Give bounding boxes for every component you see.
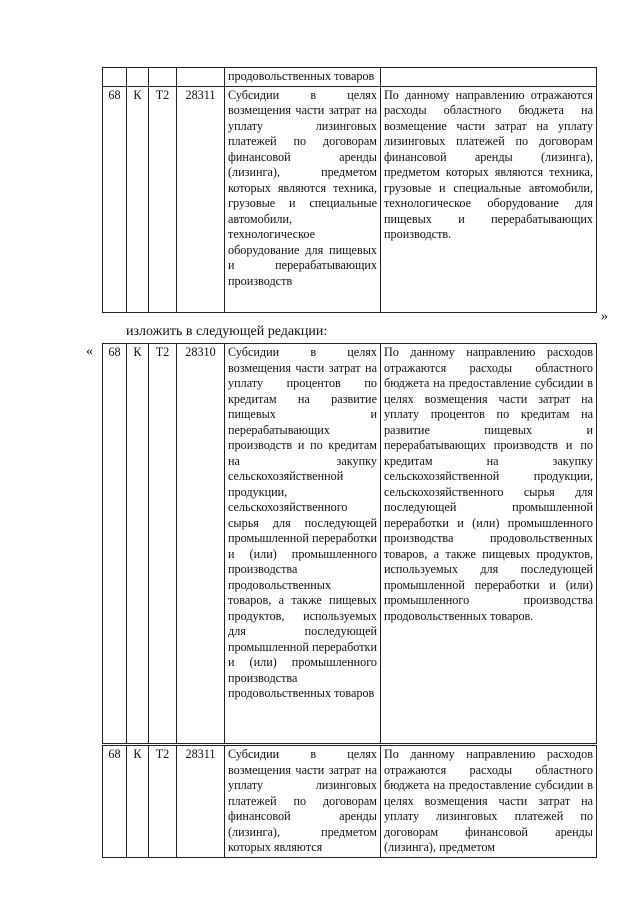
chapter-cell: 68 [103,86,127,312]
budget-table-new [102,343,597,744]
budget-table-current [102,67,597,313]
program-cell: К [127,86,149,312]
chapter-cell: 68 [103,344,127,744]
closing-quote: » [601,309,608,324]
table-row [103,68,597,87]
note-cell: По данному направлению отражаются расходы областного бюджета на возмещение части затрат на уплату лизинговых платежей по договорам финансовой аренды (лизинга), предметом которых являются техника, грузовые и специальные автомобили, технологическое оборудование для пищевых и перерабатывающих производств. [381,86,597,312]
description-cell: Субсидии в целях возмещения части затрат на уплату лизинговых платежей по договорам финансовой аренды (лизинга), предметом которых являются [225,746,381,858]
description-cell: Субсидии в целях возмещения части затрат на уплату процентов по кредитам на развитие пищевых и перерабатывающих производств и по кредитам на закупку сельскохозяйственной продукции, сельскохозяйственного сырья для последующей промышленной переработки и (или) промышленного производства продовольственных товаров, а также пищевых продуктов, используемых для последующей промышленной переработки и (или) промышленного производства продовольственных товаров [225,344,381,744]
note-cell: По данному направлению расходов отражаются расходы областного бюджета на предоставление субсидии в целях возмещения части затрат на уплату процентов по кредитам на развитие пищевых и перерабатывающих производств и по кредитам на закупку сельскохозяйственной продукции, сельскохозяйственного сырья для последующей промышленной переработки и (или) промышленного производства продовольственных товаров, а также пищевых продуктов, используемых для последующей промышленной переработки и (или) промышленного производства продовольственных товаров. [381,344,597,744]
note-cell: По данному направлению расходов отражаются расходы областного бюджета на предоставление субсидии в целях возмещения части затрат на уплату лизинговых платежей по договорам финансовой аренды (лизинга), предметом [381,746,597,858]
table-row [103,746,597,858]
opening-quote: « [86,344,93,359]
subprogram-cell: Т2 [149,344,177,744]
code-cell: 28311 [177,86,225,312]
program-cell: К [127,746,149,858]
table-row [103,344,597,744]
lead-text: изложить в следующей редакции: [126,324,328,339]
subprogram-cell: Т2 [149,746,177,858]
budget-table-new-continued [102,745,597,858]
subprogram-cell: Т2 [149,86,177,312]
program-cell: К [127,344,149,744]
code-cell: 28311 [177,746,225,858]
chapter-cell: 68 [103,746,127,858]
description-cell: Субсидии в целях возмещения части затрат на уплату лизинговых платежей по договорам финансовой аренды (лизинга), предметом которых являются техника, грузовые и специальные автомобили, технологическое оборудование для пищевых и перерабатывающих производств [225,86,381,312]
code-cell: 28310 [177,344,225,744]
table-row [103,86,597,312]
description-cell: продовольственных товаров [225,68,381,87]
